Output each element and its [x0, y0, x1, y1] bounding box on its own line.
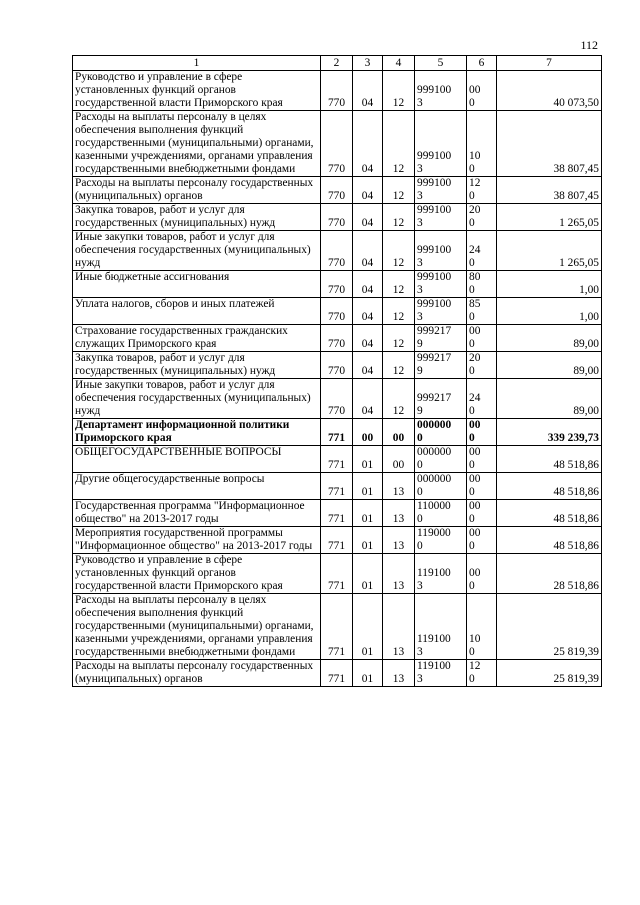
row-name-cell: ОБЩЕГОСУДАРСТВЕННЫЕ ВОПРОСЫ	[73, 446, 321, 473]
target-article-code-cell: 999100 3	[415, 298, 467, 325]
section-code-cell: 04	[353, 325, 383, 352]
amount-cell: 48 518,86	[497, 473, 602, 500]
amount-cell: 1,00	[497, 298, 602, 325]
expense-type-code-cell: 10 0	[467, 594, 497, 660]
section-code-cell: 00	[353, 419, 383, 446]
subsection-code-cell: 12	[383, 325, 415, 352]
subsection-code-cell: 13	[383, 554, 415, 594]
section-code-cell: 04	[353, 177, 383, 204]
budget-table	[72, 55, 602, 687]
chapter-code-cell: 770	[321, 231, 353, 271]
section-code-cell: 04	[353, 379, 383, 419]
subsection-code-cell: 13	[383, 473, 415, 500]
section-code-cell: 01	[353, 527, 383, 554]
row-name-cell: Расходы на выплаты персоналу государственных (муниципальных) органов	[73, 177, 321, 204]
table-row	[73, 473, 602, 500]
chapter-code-cell: 770	[321, 71, 353, 111]
column-header-5: 5	[415, 56, 467, 71]
section-code-cell: 01	[353, 473, 383, 500]
expense-type-code-cell: 20 0	[467, 204, 497, 231]
subsection-code-cell: 12	[383, 352, 415, 379]
subsection-code-cell: 13	[383, 594, 415, 660]
amount-cell: 89,00	[497, 325, 602, 352]
target-article-code-cell: 110000 0	[415, 500, 467, 527]
section-code-cell: 04	[353, 271, 383, 298]
row-name-cell: Закупка товаров, работ и услуг для государственных (муниципальных) нужд	[73, 352, 321, 379]
column-header-4: 4	[383, 56, 415, 71]
column-header-2: 2	[321, 56, 353, 71]
section-code-cell: 04	[353, 352, 383, 379]
chapter-code-cell: 771	[321, 527, 353, 554]
row-name-cell: Уплата налогов, сборов и иных платежей	[73, 298, 321, 325]
subsection-code-cell: 13	[383, 660, 415, 687]
expense-type-code-cell: 00 0	[467, 527, 497, 554]
table-row	[73, 352, 602, 379]
row-name-cell: Закупка товаров, работ и услуг для государственных (муниципальных) нужд	[73, 204, 321, 231]
chapter-code-cell: 771	[321, 660, 353, 687]
chapter-code-cell: 771	[321, 419, 353, 446]
row-name-cell: Департамент информационной политики Приморского края	[73, 419, 321, 446]
amount-cell: 1 265,05	[497, 231, 602, 271]
table-row	[73, 594, 602, 660]
amount-cell: 38 807,45	[497, 177, 602, 204]
expense-type-code-cell: 00 0	[467, 419, 497, 446]
table-row	[73, 298, 602, 325]
table-row	[73, 71, 602, 111]
expense-type-code-cell: 00 0	[467, 500, 497, 527]
subsection-code-cell: 12	[383, 204, 415, 231]
table-row	[73, 111, 602, 177]
chapter-code-cell: 770	[321, 325, 353, 352]
table-row	[73, 527, 602, 554]
subsection-code-cell: 00	[383, 419, 415, 446]
expense-type-code-cell: 85 0	[467, 298, 497, 325]
chapter-code-cell: 770	[321, 379, 353, 419]
amount-cell: 28 518,86	[497, 554, 602, 594]
column-header-6: 6	[467, 56, 497, 71]
target-article-code-cell: 999100 3	[415, 231, 467, 271]
row-name-cell: Государственная программа "Информационное общество" на 2013-2017 годы	[73, 500, 321, 527]
target-article-code-cell: 999100 3	[415, 71, 467, 111]
target-article-code-cell: 999100 3	[415, 204, 467, 231]
target-article-code-cell: 119100 3	[415, 660, 467, 687]
expense-type-code-cell: 24 0	[467, 379, 497, 419]
subsection-code-cell: 12	[383, 298, 415, 325]
table-row	[73, 500, 602, 527]
chapter-code-cell: 770	[321, 111, 353, 177]
target-article-code-cell: 999100 3	[415, 111, 467, 177]
row-name-cell: Руководство и управление в сфере установленных функций органов государственной власти Приморского края	[73, 554, 321, 594]
page-number: 112	[580, 38, 598, 52]
section-code-cell: 04	[353, 111, 383, 177]
chapter-code-cell: 771	[321, 473, 353, 500]
chapter-code-cell: 770	[321, 271, 353, 298]
section-code-cell: 01	[353, 594, 383, 660]
expense-type-code-cell: 00 0	[467, 71, 497, 111]
subsection-code-cell: 12	[383, 71, 415, 111]
column-header-1: 1	[73, 56, 321, 71]
amount-cell: 89,00	[497, 379, 602, 419]
expense-type-code-cell: 80 0	[467, 271, 497, 298]
column-header-7: 7	[497, 56, 602, 71]
row-name-cell: Иные закупки товаров, работ и услуг для обеспечения государственных (муниципальных) нужд	[73, 231, 321, 271]
section-code-cell: 04	[353, 71, 383, 111]
chapter-code-cell: 770	[321, 204, 353, 231]
chapter-code-cell: 771	[321, 554, 353, 594]
subsection-code-cell: 00	[383, 446, 415, 473]
chapter-code-cell: 771	[321, 594, 353, 660]
row-name-cell: Руководство и управление в сфере установленных функций органов государственной власти Приморского края	[73, 71, 321, 111]
section-code-cell: 01	[353, 554, 383, 594]
section-code-cell: 01	[353, 446, 383, 473]
row-name-cell: Расходы на выплаты персоналу в целях обеспечения выполнения функций государственными (муниципальными) органами, казенными учреждениями, органами управления государственными внебюджетными фондами	[73, 594, 321, 660]
table-row	[73, 271, 602, 298]
subsection-code-cell: 13	[383, 527, 415, 554]
table-row	[73, 660, 602, 687]
table-row	[73, 446, 602, 473]
row-name-cell: Расходы на выплаты персоналу государственных (муниципальных) органов	[73, 660, 321, 687]
table-row	[73, 419, 602, 446]
amount-cell: 38 807,45	[497, 111, 602, 177]
subsection-code-cell: 12	[383, 379, 415, 419]
expense-type-code-cell: 20 0	[467, 352, 497, 379]
target-article-code-cell: 119100 3	[415, 554, 467, 594]
section-code-cell: 01	[353, 500, 383, 527]
row-name-cell: Другие общегосударственные вопросы	[73, 473, 321, 500]
amount-cell: 48 518,86	[497, 527, 602, 554]
table-row	[73, 554, 602, 594]
target-article-code-cell: 000000 0	[415, 473, 467, 500]
column-number-row	[73, 56, 602, 71]
amount-cell: 1,00	[497, 271, 602, 298]
chapter-code-cell: 770	[321, 352, 353, 379]
amount-cell: 339 239,73	[497, 419, 602, 446]
section-code-cell: 04	[353, 204, 383, 231]
amount-cell: 25 819,39	[497, 594, 602, 660]
target-article-code-cell: 119100 3	[415, 594, 467, 660]
expense-type-code-cell: 24 0	[467, 231, 497, 271]
target-article-code-cell: 119000 0	[415, 527, 467, 554]
table-row	[73, 325, 602, 352]
subsection-code-cell: 12	[383, 231, 415, 271]
section-code-cell: 04	[353, 298, 383, 325]
column-header-3: 3	[353, 56, 383, 71]
target-article-code-cell: 000000 0	[415, 446, 467, 473]
subsection-code-cell: 12	[383, 111, 415, 177]
subsection-code-cell: 12	[383, 271, 415, 298]
target-article-code-cell: 999217 9	[415, 325, 467, 352]
section-code-cell: 04	[353, 231, 383, 271]
table-row	[73, 204, 602, 231]
amount-cell: 25 819,39	[497, 660, 602, 687]
subsection-code-cell: 13	[383, 500, 415, 527]
table-row	[73, 231, 602, 271]
amount-cell: 48 518,86	[497, 500, 602, 527]
expense-type-code-cell: 00 0	[467, 446, 497, 473]
target-article-code-cell: 999100 3	[415, 271, 467, 298]
expense-type-code-cell: 00 0	[467, 473, 497, 500]
target-article-code-cell: 999217 9	[415, 379, 467, 419]
expense-type-code-cell: 12 0	[467, 177, 497, 204]
row-name-cell: Страхование государственных гражданских служащих Приморского края	[73, 325, 321, 352]
row-name-cell: Расходы на выплаты персоналу в целях обеспечения выполнения функций государственными (муниципальными) органами, казенными учреждениями, органами управления государственными внебюджетными фондами	[73, 111, 321, 177]
amount-cell: 1 265,05	[497, 204, 602, 231]
amount-cell: 89,00	[497, 352, 602, 379]
amount-cell: 40 073,50	[497, 71, 602, 111]
row-name-cell: Иные закупки товаров, работ и услуг для обеспечения государственных (муниципальных) нужд	[73, 379, 321, 419]
expense-type-code-cell: 10 0	[467, 111, 497, 177]
table-row	[73, 379, 602, 419]
expense-type-code-cell: 00 0	[467, 325, 497, 352]
chapter-code-cell: 770	[321, 298, 353, 325]
target-article-code-cell: 000000 0	[415, 419, 467, 446]
amount-cell: 48 518,86	[497, 446, 602, 473]
expense-type-code-cell: 12 0	[467, 660, 497, 687]
chapter-code-cell: 771	[321, 500, 353, 527]
section-code-cell: 01	[353, 660, 383, 687]
target-article-code-cell: 999217 9	[415, 352, 467, 379]
row-name-cell: Иные бюджетные ассигнования	[73, 271, 321, 298]
chapter-code-cell: 770	[321, 177, 353, 204]
chapter-code-cell: 771	[321, 446, 353, 473]
row-name-cell: Мероприятия государственной программы "Информационное общество" на 2013-2017 годы	[73, 527, 321, 554]
table-row	[73, 177, 602, 204]
expense-type-code-cell: 00 0	[467, 554, 497, 594]
target-article-code-cell: 999100 3	[415, 177, 467, 204]
subsection-code-cell: 12	[383, 177, 415, 204]
